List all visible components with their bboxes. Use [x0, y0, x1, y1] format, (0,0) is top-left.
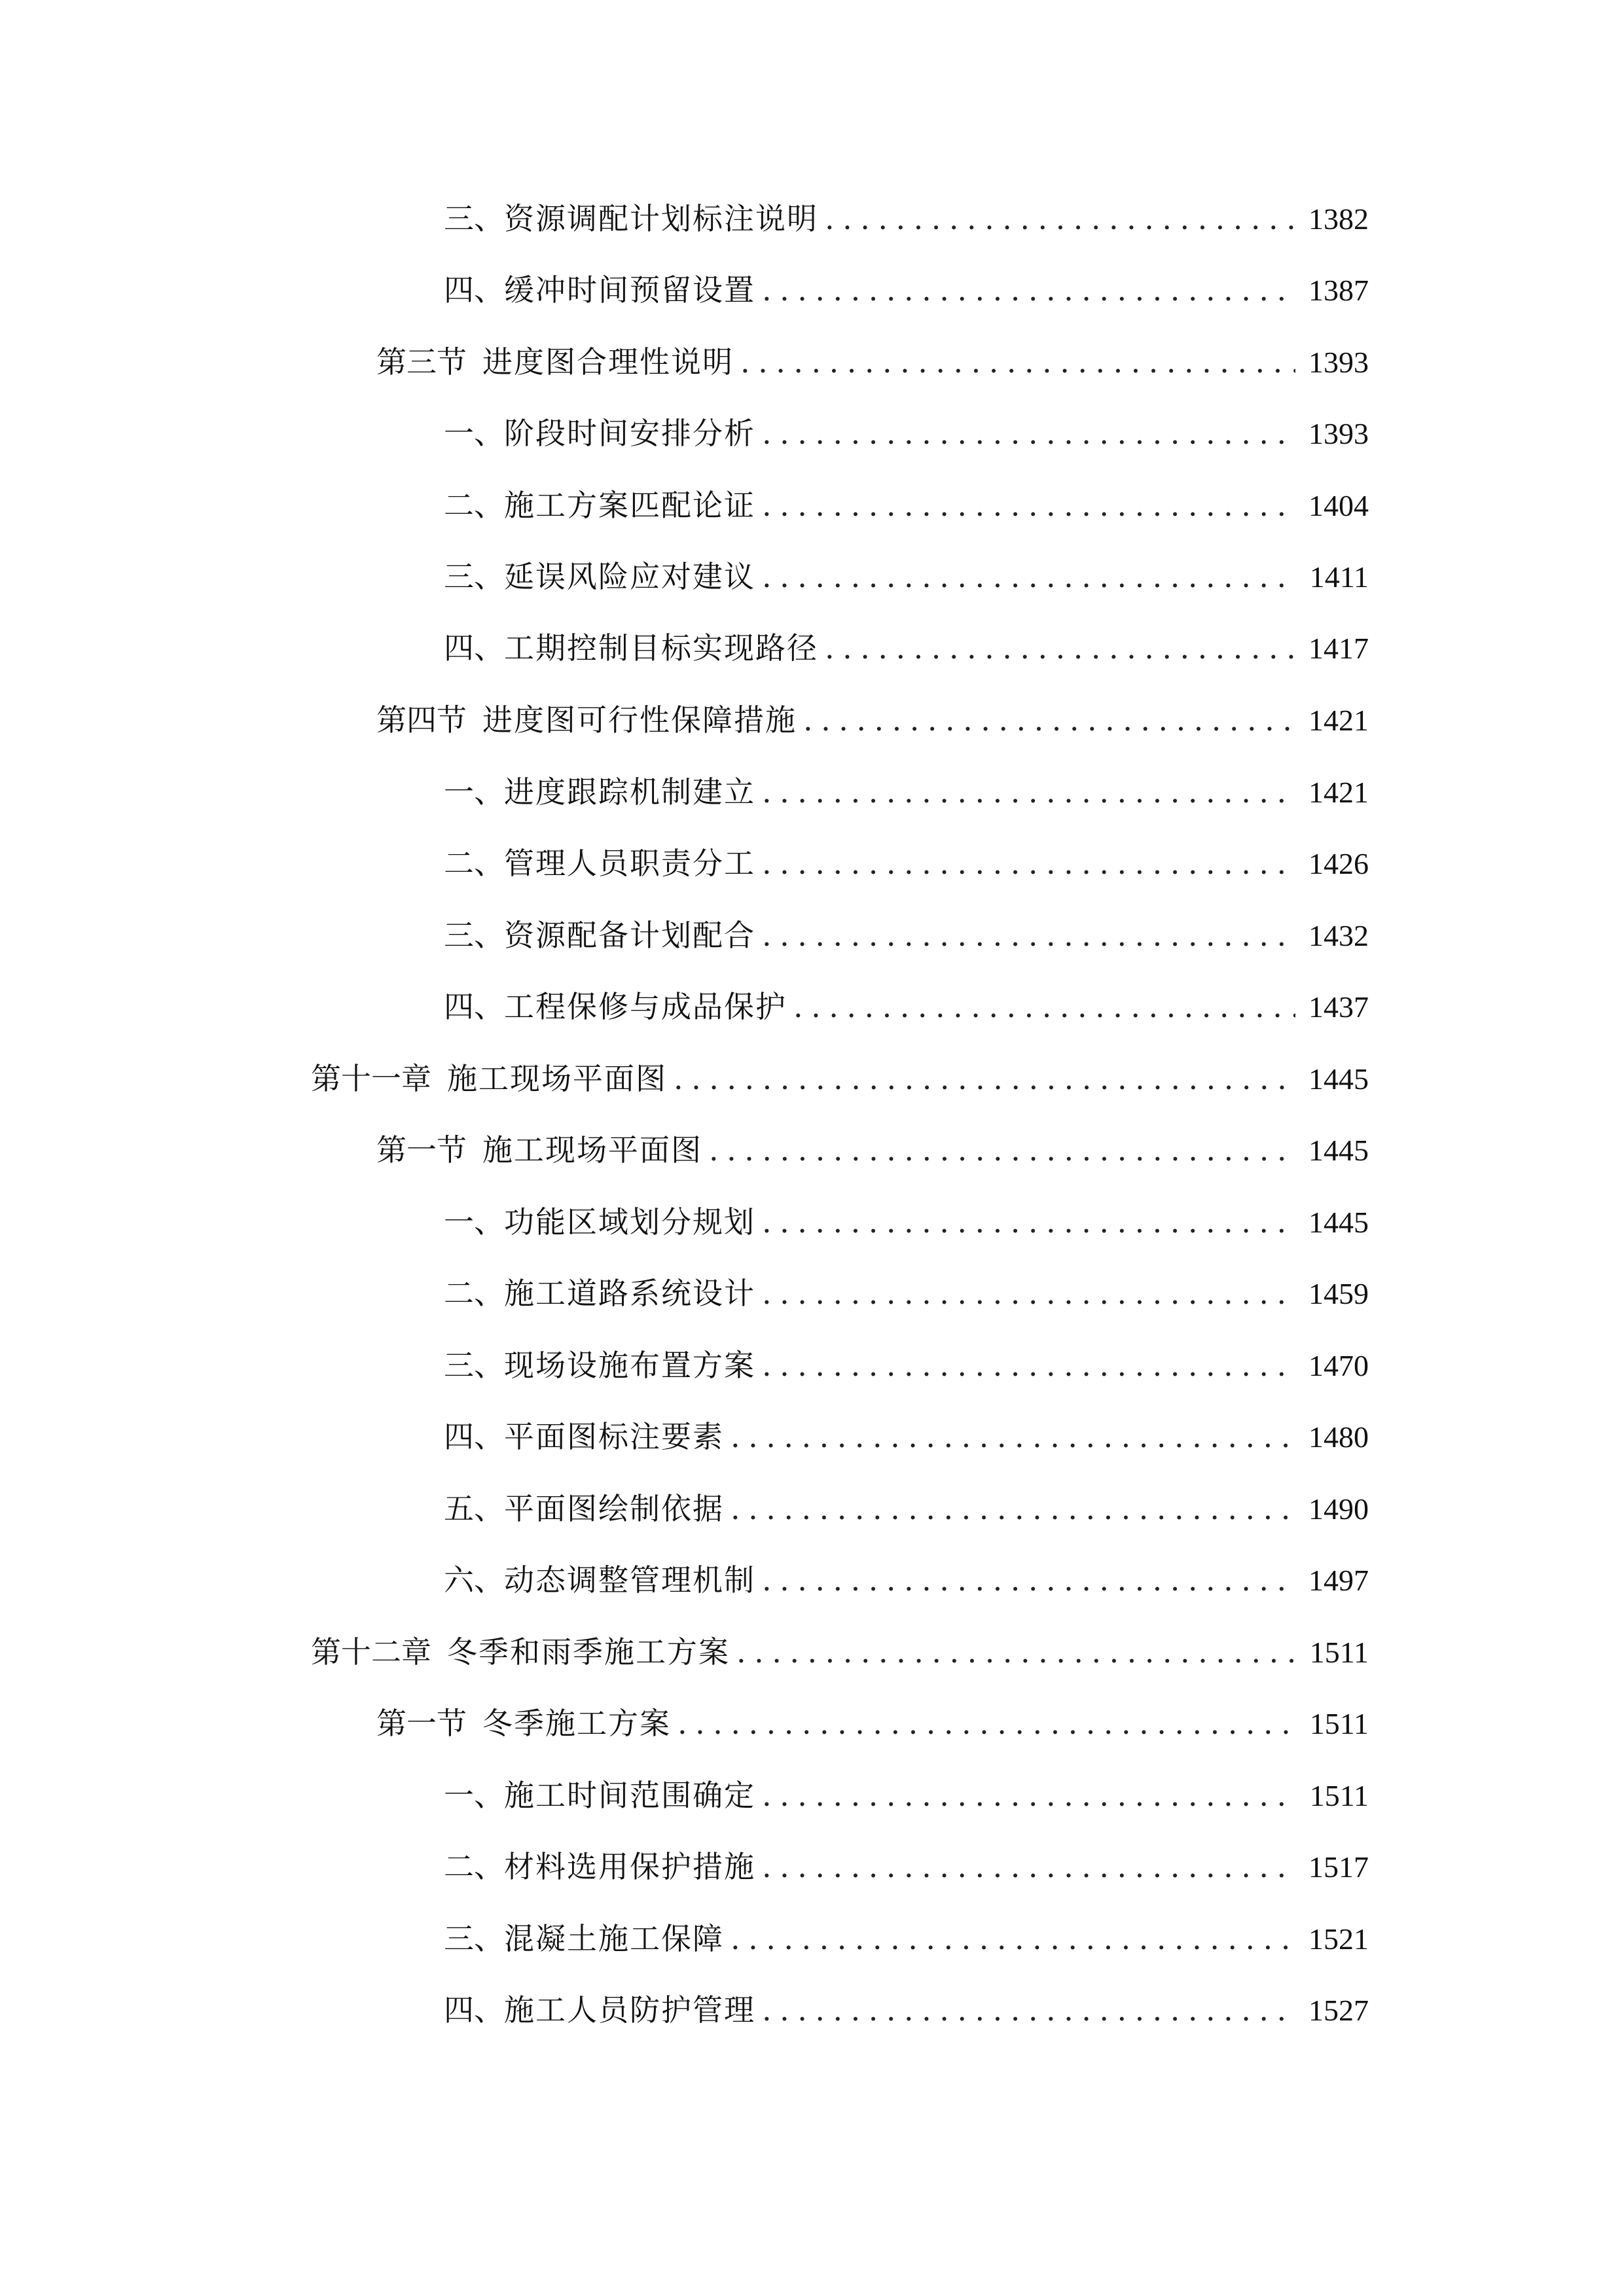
toc-entry-title: 冬季施工方案 [482, 1706, 671, 1741]
dot-leader [762, 1772, 1295, 1818]
dot-leader [762, 410, 1295, 456]
toc-entry-title: 施工现场平面图 [482, 1132, 702, 1168]
toc-entry[interactable] [444, 410, 1369, 456]
toc-entry-number: 第三节 [376, 344, 467, 380]
toc-entry-page-number: 1445 [1308, 1206, 1369, 1239]
toc-entry-title: 资源配备计划配合 [504, 918, 755, 953]
toc-entry-title: 施工方案匹配论证 [504, 488, 755, 523]
toc-entry[interactable] [444, 912, 1369, 958]
toc-entry-page-number: 1417 [1308, 632, 1369, 665]
toc-entry-page-number: 1497 [1308, 1564, 1369, 1597]
toc-entry-title: 平面图标注要素 [504, 1419, 724, 1454]
toc-entry[interactable] [311, 1629, 1369, 1675]
toc-entry-page-number: 1393 [1308, 417, 1369, 450]
dot-leader [762, 1342, 1295, 1388]
toc-entry[interactable] [444, 1557, 1369, 1603]
toc-entry[interactable] [444, 1486, 1369, 1532]
toc-entry-page-number: 1490 [1308, 1492, 1369, 1526]
toc-entry-number: 三、 [444, 201, 504, 236]
toc-entry-title: 施工现场平面图 [447, 1061, 667, 1096]
toc-entry-title: 施工道路系统设计 [504, 1276, 755, 1311]
toc-entry[interactable] [444, 554, 1369, 600]
dot-leader [762, 1199, 1295, 1245]
toc-entry-title: 材料选用保护措施 [504, 1849, 755, 1884]
dot-leader [762, 1270, 1295, 1316]
toc-entry-page-number: 1421 [1308, 776, 1369, 809]
dot-leader [762, 1987, 1295, 2033]
dot-leader [762, 769, 1295, 815]
toc-entry-page-number: 1511 [1309, 1779, 1369, 1812]
toc-entry-number: 四、 [444, 1992, 504, 2028]
toc-entry-title: 资源调配计划标注说明 [504, 201, 818, 236]
toc-entry-page-number: 1521 [1308, 1922, 1369, 1956]
toc-entry-number: 二、 [444, 488, 504, 523]
toc-entry-title: 进度跟踪机制建立 [504, 774, 755, 810]
toc-entry-number: 五、 [444, 1491, 504, 1526]
toc-entry[interactable] [376, 697, 1369, 743]
toc-entry-page-number: 1445 [1308, 1134, 1369, 1167]
toc-entry-title: 进度图可行性保障措施 [482, 702, 797, 738]
toc-entry[interactable] [444, 625, 1369, 671]
dot-leader [803, 697, 1295, 743]
toc-entry-page-number: 1387 [1308, 274, 1369, 307]
toc-entry[interactable] [444, 1987, 1369, 2033]
toc-entry-number: 一、 [444, 416, 504, 451]
toc-entry-page-number: 1393 [1308, 346, 1369, 379]
toc-entry-number: 第十二章 [311, 1634, 431, 1670]
toc-entry-number: 四、 [444, 630, 504, 666]
dot-leader [731, 1486, 1295, 1532]
toc-entry[interactable] [444, 1414, 1369, 1460]
toc-entry[interactable] [444, 1916, 1369, 1962]
toc-entry-title: 工期控制目标实现路径 [504, 630, 818, 666]
toc-entry-title: 冬季和雨季施工方案 [447, 1634, 730, 1670]
toc-entry-page-number: 1459 [1308, 1277, 1369, 1310]
toc-entry[interactable] [376, 339, 1369, 385]
dot-leader [762, 1844, 1295, 1890]
toc-entry-title: 施工时间范围确定 [504, 1778, 755, 1813]
dot-leader [762, 482, 1295, 528]
dot-leader [736, 1629, 1295, 1675]
dot-leader [762, 840, 1295, 886]
toc-entry-page-number: 1426 [1308, 847, 1369, 880]
toc-entry-title: 现场设施布置方案 [504, 1348, 755, 1383]
toc-entry-number: 二、 [444, 1849, 504, 1884]
dot-leader [740, 339, 1295, 385]
dot-leader [793, 984, 1295, 1030]
toc-entry[interactable] [444, 1844, 1369, 1890]
dot-leader [825, 196, 1295, 242]
toc-entry-number: 第十一章 [311, 1061, 431, 1096]
toc-entry-number: 第一节 [376, 1706, 467, 1741]
toc-entry-number: 一、 [444, 1204, 504, 1240]
toc-entry[interactable] [376, 1127, 1369, 1173]
toc-entry[interactable] [444, 1342, 1369, 1388]
toc-entry-page-number: 1527 [1308, 1994, 1369, 2027]
toc-entry-page-number: 1445 [1308, 1062, 1369, 1096]
toc-entry-page-number: 1517 [1308, 1850, 1369, 1884]
dot-leader [762, 912, 1295, 958]
toc-entry-page-number: 1437 [1308, 990, 1369, 1024]
toc-entry[interactable] [376, 1700, 1369, 1746]
toc-entry-title: 延误风险应对建议 [504, 559, 755, 594]
toc-entry-title: 管理人员职责分工 [504, 846, 755, 881]
toc-entry[interactable] [444, 196, 1369, 242]
toc-entry[interactable] [444, 840, 1369, 886]
toc-entry-page-number: 1421 [1308, 704, 1369, 737]
toc-entry-number: 第一节 [376, 1132, 467, 1168]
toc-entry-number: 六、 [444, 1562, 504, 1598]
toc-entry[interactable] [444, 1772, 1369, 1818]
toc-entry-title: 进度图合理性说明 [482, 344, 734, 380]
toc-entry-number: 三、 [444, 1921, 504, 1956]
toc-entry-page-number: 1511 [1309, 1707, 1369, 1740]
dot-leader [825, 625, 1295, 671]
toc-entry-number: 二、 [444, 846, 504, 881]
toc-entry-title: 混凝土施工保障 [504, 1921, 724, 1956]
dot-leader [762, 267, 1295, 313]
dot-leader [709, 1127, 1295, 1173]
toc-entry-title: 动态调整管理机制 [504, 1562, 755, 1598]
toc-entry-page-number: 1511 [1309, 1636, 1369, 1669]
toc-entry-number: 四、 [444, 989, 504, 1024]
toc-entry-title: 功能区域划分规划 [504, 1204, 755, 1240]
dot-leader [677, 1700, 1295, 1746]
toc-entry-number: 一、 [444, 774, 504, 810]
toc-entry-number: 三、 [444, 918, 504, 953]
toc-entry-title: 施工人员防护管理 [504, 1992, 755, 2028]
toc-entry-number: 二、 [444, 1276, 504, 1311]
toc-entry[interactable] [444, 482, 1369, 528]
toc-entry-title: 平面图绘制依据 [504, 1491, 724, 1526]
dot-leader [731, 1916, 1295, 1962]
toc-entry-page-number: 1432 [1308, 919, 1369, 952]
toc-entry-page-number: 1411 [1309, 560, 1369, 594]
toc-entry-number: 三、 [444, 1348, 504, 1383]
toc-entry[interactable] [444, 1270, 1369, 1316]
toc-entry[interactable] [444, 267, 1369, 313]
toc-entry[interactable] [311, 1056, 1369, 1102]
toc-entry[interactable] [444, 984, 1369, 1030]
dot-leader [762, 1557, 1295, 1603]
toc-entry-number: 四、 [444, 272, 504, 308]
toc-entry-title: 阶段时间安排分析 [504, 416, 755, 451]
dot-leader [762, 554, 1295, 600]
toc-entry[interactable] [444, 1199, 1369, 1245]
toc-entry-number: 三、 [444, 559, 504, 594]
toc-entry[interactable] [444, 769, 1369, 815]
toc-entry-title: 工程保修与成品保护 [504, 989, 787, 1024]
toc-entry-page-number: 1470 [1308, 1349, 1369, 1382]
toc-entry-number: 一、 [444, 1778, 504, 1813]
toc-entry-number: 第四节 [376, 702, 467, 738]
toc-entry-title: 缓冲时间预留设置 [504, 272, 755, 308]
toc-entry-page-number: 1480 [1308, 1420, 1369, 1454]
toc-entry-number: 四、 [444, 1419, 504, 1454]
dot-leader [731, 1414, 1295, 1460]
toc-entry-page-number: 1404 [1308, 489, 1369, 522]
toc-entry-page-number: 1382 [1308, 202, 1369, 236]
dot-leader [674, 1056, 1295, 1102]
